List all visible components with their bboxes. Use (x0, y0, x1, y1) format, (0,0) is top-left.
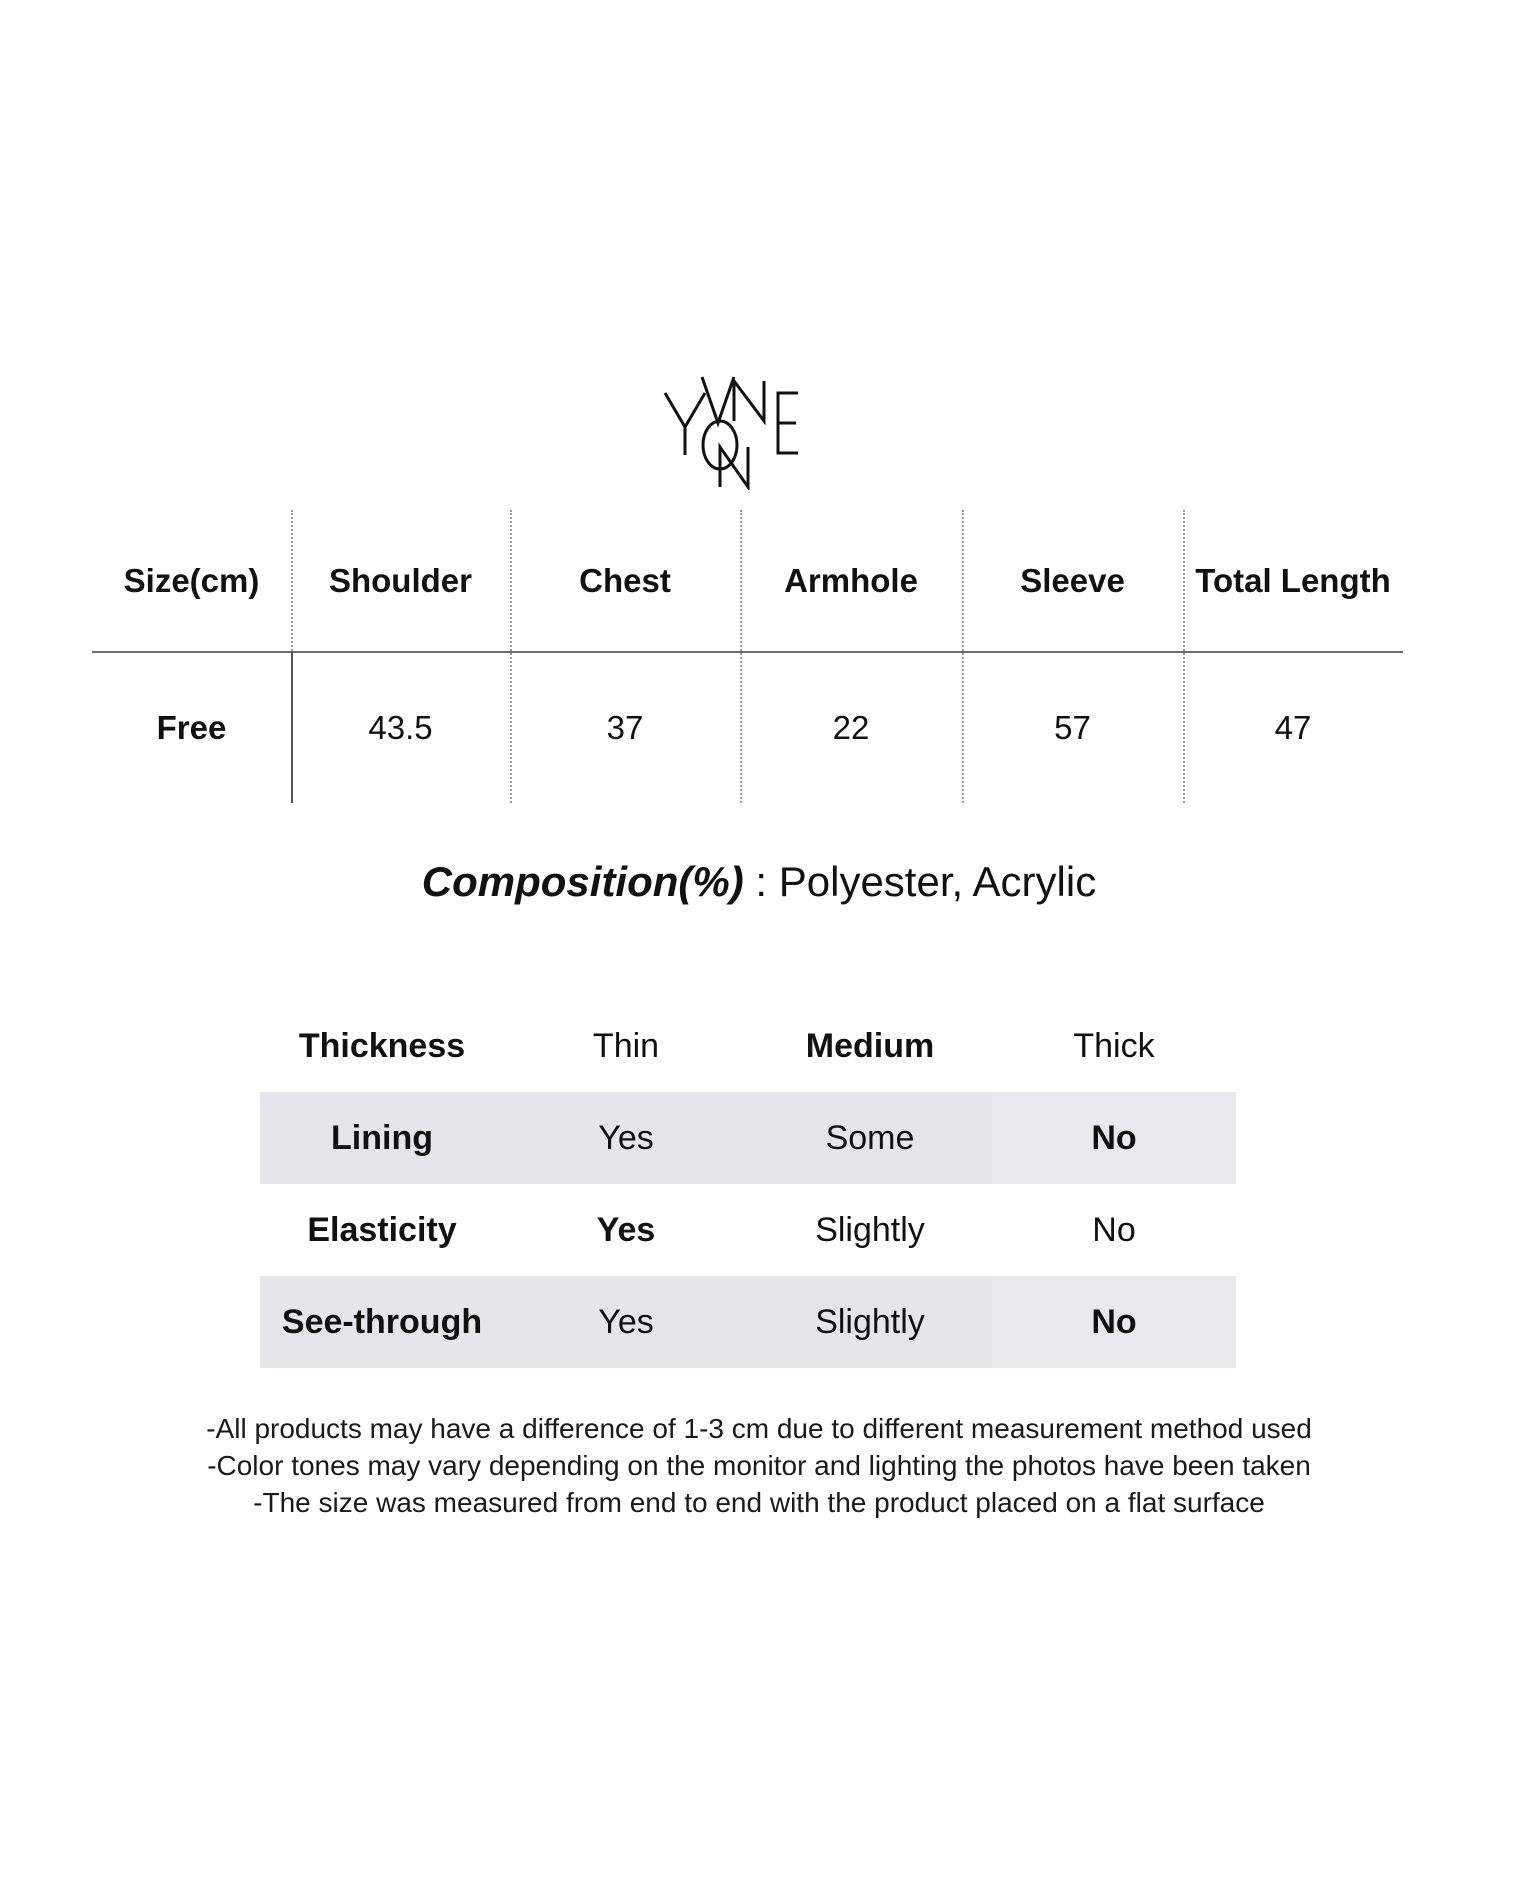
value-total-length: 47 (1274, 709, 1312, 746)
size-table-header-row (92, 510, 1403, 653)
property-option: Yes (598, 1302, 654, 1341)
property-option: Some (825, 1118, 915, 1157)
column-divider (740, 510, 742, 803)
property-name: Thickness (298, 1026, 466, 1065)
value-shoulder: 43.5 (368, 709, 433, 746)
property-row-lining (260, 1092, 1236, 1184)
column-divider (510, 510, 512, 803)
property-option-selected: No (992, 1276, 1236, 1368)
property-option-selected: Yes (596, 1210, 656, 1249)
header-armhole: Armhole (784, 561, 918, 599)
header-size: Size(cm) (123, 561, 260, 599)
property-table (260, 1000, 1236, 1368)
header-total-length: Total Length (1195, 561, 1391, 599)
composition-value: Polyester, Acrylic (778, 858, 1097, 905)
column-divider (962, 510, 964, 803)
composition-line (0, 858, 1518, 906)
size-table-row (92, 653, 1403, 803)
property-name: Lining (331, 1118, 433, 1157)
composition-separator: : (743, 858, 779, 905)
header-sleeve: Sleeve (1020, 561, 1125, 599)
value-sleeve: 57 (1054, 709, 1091, 746)
header-shoulder: Shoulder (328, 561, 472, 599)
property-option: Slightly (815, 1302, 925, 1341)
size-table (92, 510, 1403, 803)
property-row-thickness (260, 1000, 1236, 1092)
column-divider (1183, 510, 1185, 803)
note-line: -All products may have a difference of 1-3 cm due to different measurement method used (206, 1413, 1312, 1444)
value-armhole: 22 (832, 709, 870, 746)
column-divider (291, 651, 293, 803)
column-divider (291, 510, 293, 651)
property-option: Thin (592, 1026, 660, 1065)
property-option-selected: No (992, 1092, 1236, 1184)
notes (0, 1410, 1518, 1521)
property-row-elasticity (260, 1184, 1236, 1276)
size-free: Free (156, 709, 227, 746)
composition-label: Composition(%) (421, 858, 744, 905)
property-option: No (1092, 1210, 1136, 1249)
property-name: See-through (281, 1302, 483, 1341)
property-name: Elasticity (307, 1210, 457, 1249)
property-option: Slightly (815, 1210, 925, 1249)
note-line: -The size was measured from end to end with the product placed on a flat surface (253, 1487, 1265, 1518)
property-option: Thick (1073, 1026, 1155, 1065)
brand-logo (660, 375, 840, 490)
property-option: Yes (598, 1118, 654, 1157)
note-line: -Color tones may vary depending on the monitor and lighting the photos have been taken (207, 1450, 1311, 1481)
value-chest: 37 (606, 709, 644, 746)
property-row-see-through (260, 1276, 1236, 1368)
property-option-selected: Medium (805, 1026, 935, 1065)
header-chest: Chest (579, 561, 671, 599)
